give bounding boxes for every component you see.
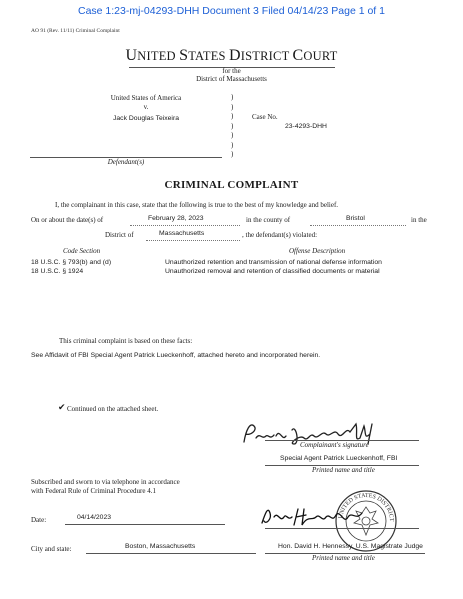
violation-offense: Unauthorized retention and transmission of national defense information <box>165 259 382 266</box>
court-name-S: S <box>179 47 189 64</box>
ecf-filing-stamp: Case 1:23-mj-04293-DHH Document 3 Filed 04/14/23 Page 1 of 1 <box>77 5 385 17</box>
bracket-mark: ) <box>231 131 234 139</box>
district-name: District of Massachusetts <box>196 75 267 83</box>
court-name-U: U <box>125 47 138 64</box>
court-name-word2: TATES <box>188 49 230 63</box>
court-name-word3: ISTRICT <box>240 49 293 63</box>
bracket-mark: ) <box>231 140 234 149</box>
violated-label: , the defendant(s) violated: <box>242 231 318 239</box>
versus-label: v. <box>143 103 149 111</box>
caption-bracket <box>231 93 233 160</box>
bracket-mark: ) <box>231 121 234 130</box>
violation-code: 18 U.S.C. § 793(b) and (d) <box>31 259 112 266</box>
county-underline <box>310 225 406 226</box>
bracket-mark: ) <box>231 102 234 111</box>
violation-code: 18 U.S.C. § 1924 <box>31 268 84 275</box>
form-number: AO 91 (Rev. 11/11) Criminal Complaint <box>31 28 120 34</box>
for-the-label: for the <box>222 67 241 75</box>
city-state-label: City and state: <box>31 545 72 553</box>
facts-label: This criminal complaint is based on these facts: <box>59 337 193 345</box>
date-label: On or about the date(s) of <box>31 216 104 224</box>
city-state-underline <box>86 553 256 554</box>
facts-text: See Affidavit of FBI Special Agent Patrick Lueckenhoff, attached hereto and incorporated herein. <box>31 352 321 359</box>
sworn-line-1: Subscribed and sworn to via telephone in accordance <box>31 478 180 486</box>
county-value: Bristol <box>346 215 365 222</box>
city-state-value: Boston, Massachusetts <box>125 543 196 550</box>
complainant-printed-label: Printed name and title <box>312 466 375 474</box>
district-value: Massachusetts <box>159 230 205 237</box>
date-sworn-underline <box>65 524 225 525</box>
county-label: in the county of <box>246 216 291 224</box>
offense-description-header: Offense Description <box>289 247 346 255</box>
judge-name: Hon. David H. Hennessy, U.S. Magistrate Judge <box>278 543 423 550</box>
date-sworn-label: Date: <box>31 516 47 524</box>
complainant-name: Special Agent Patrick Lueckenhoff, FBI <box>280 455 398 462</box>
statement-line: I, the complainant in this case, state that the following is true to the best of my knowledge and belief. <box>55 201 339 209</box>
offense-date: February 28, 2023 <box>148 215 204 222</box>
seal-text: UNITED STATES DISTRICT COURT <box>331 485 395 522</box>
bracket-mark: ) <box>231 93 234 101</box>
continued-checkbox: ✔ <box>58 402 66 412</box>
court-name-C: C <box>292 47 304 64</box>
violation-offense: Unauthorized removal and retention of classified documents or material <box>165 268 380 275</box>
court-name-word4: OURT <box>303 49 338 63</box>
bracket-mark: ) <box>231 112 234 120</box>
sworn-line-2: with Federal Rule of Criminal Procedure 4.1 <box>31 487 156 495</box>
continued-label: Continued on the attached sheet. <box>67 405 159 413</box>
bracket-mark: ) <box>231 150 234 158</box>
district-label: District of <box>105 231 134 239</box>
case-no-value: 23-4293-DHH <box>285 123 327 130</box>
defendant-name: Jack Douglas Teixeira <box>113 115 179 122</box>
date-underline <box>130 225 240 226</box>
defendant-label: Defendant(s) <box>107 158 145 166</box>
complainant-signature-label: Complainant's signature <box>300 441 369 449</box>
complaint-title: CRIMINAL COMPLAINT <box>164 179 299 191</box>
judge-signature-line <box>265 528 419 529</box>
date-sworn-value: 04/14/2023 <box>77 514 112 521</box>
district-underline <box>146 240 240 241</box>
judge-signature-graphic <box>258 503 368 529</box>
case-no-label: Case No. <box>252 113 278 121</box>
in-the-label: in the <box>411 216 427 224</box>
plaintiff-name: United States of America <box>110 94 182 102</box>
judge-printed-label: Printed name and title <box>312 554 375 562</box>
court-name-D: D <box>229 47 241 64</box>
court-name <box>0 47 463 65</box>
court-name-word1: NITED <box>137 49 180 63</box>
code-section-header: Code Section <box>63 247 101 255</box>
